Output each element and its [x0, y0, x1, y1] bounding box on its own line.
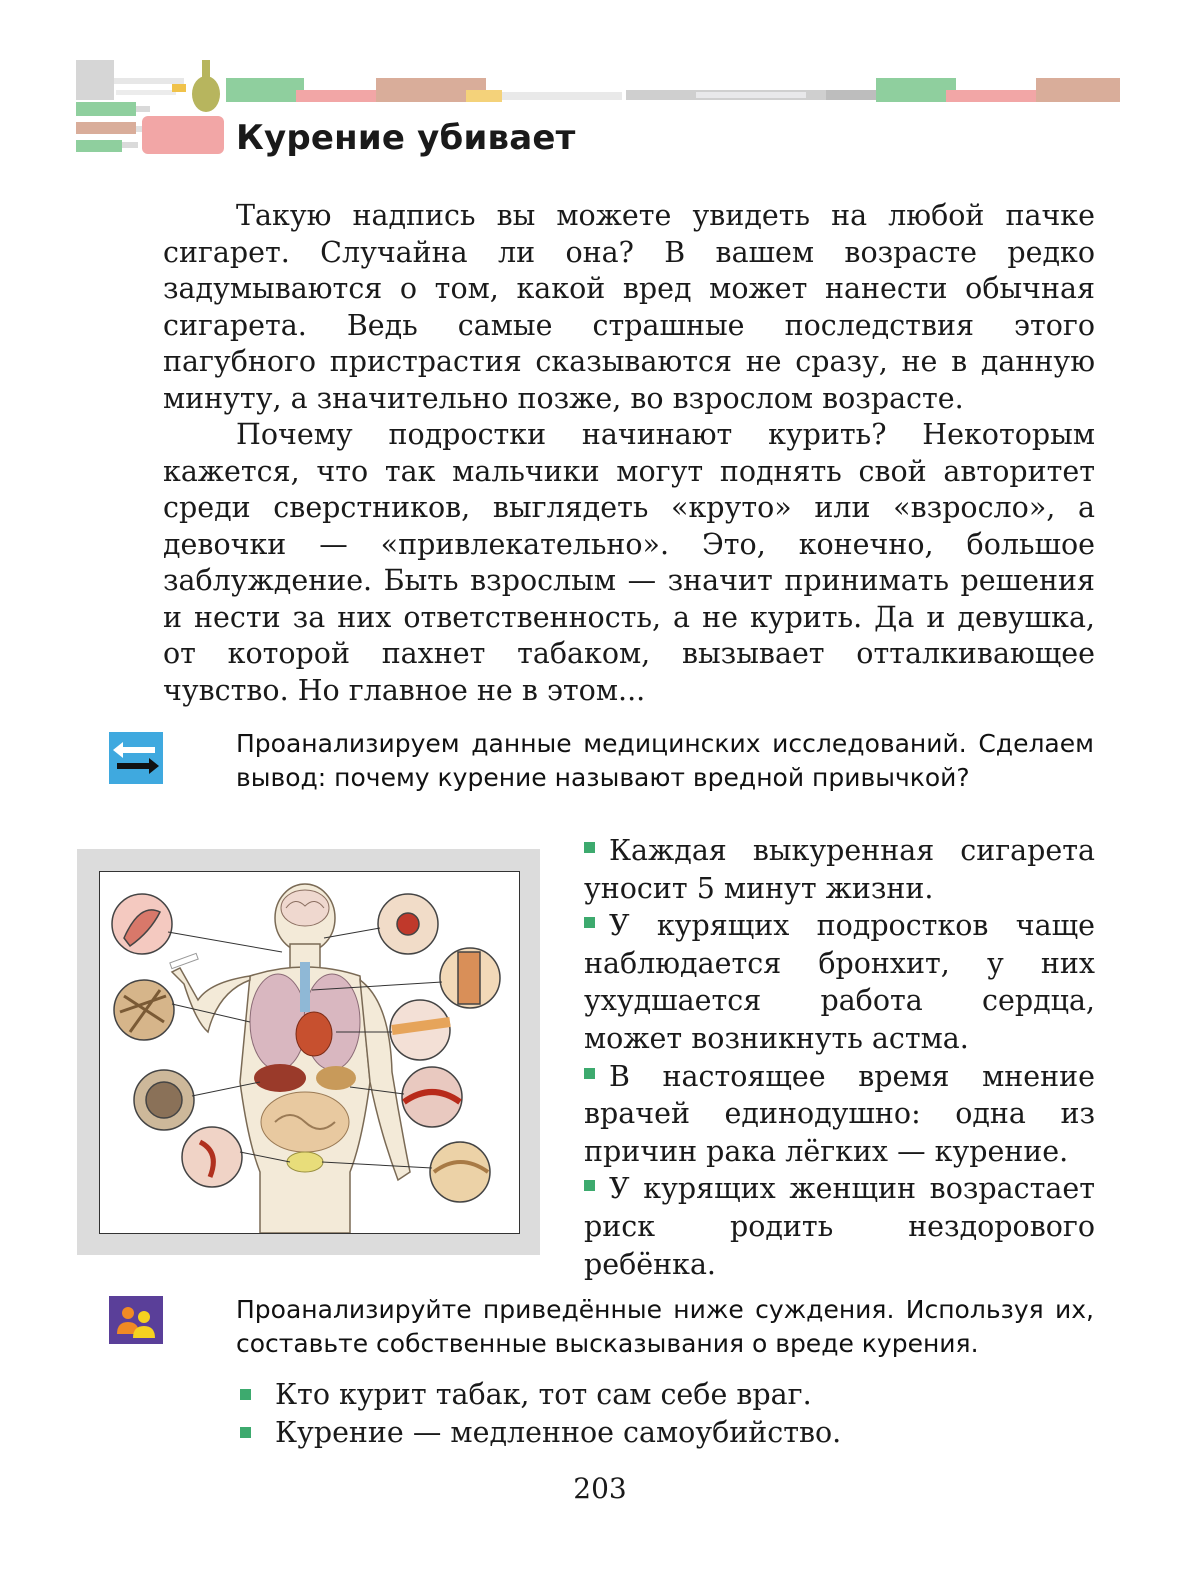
- arrows-exchange-icon: [109, 732, 163, 784]
- illustration-frame: [77, 849, 540, 1255]
- bullet-icon: [240, 1389, 251, 1400]
- sayings-list: [240, 1376, 1100, 1451]
- bullet-icon: [584, 1068, 595, 1079]
- list-item: Кто курит табак, тот сам себе враг.: [240, 1376, 1100, 1414]
- bullet-icon: [240, 1427, 251, 1438]
- bullet-icon: [584, 917, 595, 928]
- header-decoration: [76, 56, 1120, 156]
- task-analyze-research: Проанализируем данные медицинских исследований. Сделаем вывод: почему курение называют вредной привычкой?: [236, 729, 1094, 792]
- page-title: Курение убивает: [236, 118, 576, 158]
- organs-illustration: [100, 872, 519, 1233]
- bullet-icon: [584, 1180, 595, 1191]
- group-work-icon: [109, 1296, 163, 1344]
- list-item: В настоящее время мнение врачей единодушно: одна из причин рака лёгких — курение.: [584, 1059, 1095, 1168]
- illustration-panel: [99, 871, 520, 1234]
- intro-text: [163, 198, 1095, 709]
- task-compose-statements: Проанализируйте приведённые ниже суждения. Используя их, составьте собственные высказывания о вреде курения.: [236, 1295, 1094, 1358]
- page-number: 203: [573, 1472, 627, 1505]
- list-item: Каждая выкуренная сигарета уносит 5 минут жизни.: [584, 834, 1095, 905]
- paragraph: Такую надпись вы можете увидеть на любой пачке сигарет. Случайна ли она? В вашем возрасте редко задумываются о том, какой вред может нанести обычная сигарета. Ведь самые страшные последствия этого пагубного пристрастия сказываются не сразу, не в данную минуту, а значительно позже, во взрослом возрасте.: [163, 199, 1095, 415]
- paragraph: Почему подростки начинают курить? Некоторым кажется, что так мальчики могут поднять свой авторитет среди сверстников, выглядеть «круто» или «взросло», а девочки — «привлекательно». Это, конечно, большое заблуждение. Быть взрослым — значит принимать решения и нести за них ответственность, а не курить. Да и девушка, от которой пахнет табаком, вызывает отталкивающее чувство. Но главное не в этом...: [163, 418, 1095, 707]
- list-item: У курящих подростков чаще наблюдается бронхит, у них ухудшается работа сердца, может возникнуть астма.: [584, 909, 1095, 1055]
- list-item: У курящих женщин возрастает риск родить нездорового ребёнка.: [584, 1172, 1095, 1281]
- bullet-icon: [584, 842, 595, 853]
- list-item: Курение — медленное самоубийство.: [240, 1414, 1100, 1452]
- facts-list: [584, 832, 1095, 1283]
